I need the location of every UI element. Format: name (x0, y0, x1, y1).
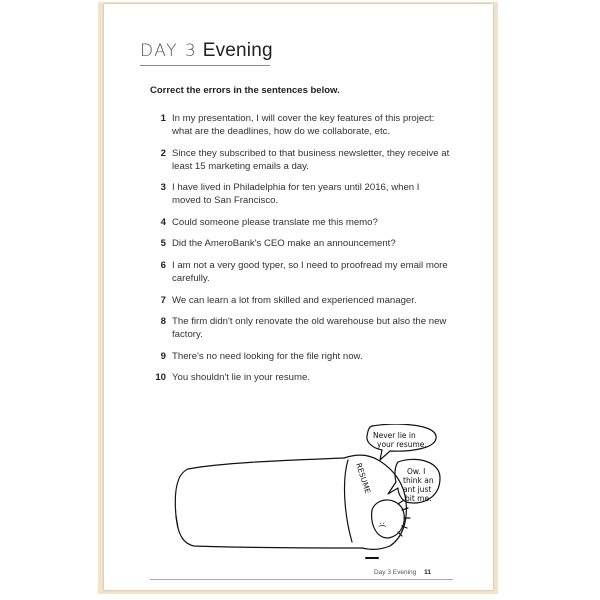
speech-bubble-line: Ow. I (407, 467, 426, 476)
sentence-text: There's no need looking for the file right now. (172, 350, 363, 362)
resume-label: RESUME (354, 461, 373, 495)
sentence-item (150, 216, 450, 229)
title-underline (140, 65, 270, 66)
sentence-number: 8 (160, 316, 166, 328)
sentence-item (150, 147, 450, 173)
page-footer (374, 569, 431, 576)
footer-rule (150, 579, 453, 580)
sentence-item (150, 371, 450, 384)
sentence-number: 6 (160, 259, 166, 271)
period-label: Evening (202, 40, 273, 61)
sentence-text: I have lived in Philadelphia for ten years until 2016, when I moved to San Francisco. (172, 182, 420, 207)
sentence-text: The firm didn't only renovate the old warehouse but also the new factory. (172, 316, 447, 341)
sentence-item (150, 112, 450, 138)
sentence-item (150, 315, 450, 341)
sentence-text: I am not a very good typer, so I need to proofread my email more carefully. (172, 259, 448, 284)
sentence-text: Did the AmeroBank's CEO make an announcement? (172, 238, 396, 250)
sentence-number: 9 (160, 350, 166, 362)
sentence-text: Since they subscribed to that business newsletter, they receive at least 15 marketing emails a day. (172, 147, 450, 172)
day-label: DAY 3 (140, 41, 198, 61)
resume-sleeping-bag-illustration (166, 424, 452, 572)
sentence-text: We can learn a lot from skilled and experienced manager. (172, 294, 417, 306)
speech-bubble-line: bit me. (405, 494, 432, 503)
sentence-number: 4 (160, 216, 166, 228)
footer-label: Day 3 Evening (374, 569, 417, 576)
sentence-item (150, 181, 450, 207)
sentence-list (150, 112, 450, 393)
page-number: 11 (424, 569, 431, 576)
sentence-item (150, 350, 450, 363)
speech-bubble-line: your resume. (377, 440, 427, 449)
sentence-item (150, 237, 450, 250)
sentence-number: 7 (160, 294, 166, 306)
speech-bubble-line: think an (403, 476, 434, 485)
instruction-text: Correct the errors in the sentences below. (150, 85, 340, 96)
sentence-number: 10 (155, 372, 166, 384)
face-expression: :( (378, 522, 387, 528)
sentence-item (150, 294, 450, 307)
book-page (104, 4, 493, 590)
sentence-text: In my presentation, I will cover the key features of this project: what are the deadlines, how do we collaborate, etc. (172, 113, 435, 137)
sentence-number: 2 (160, 147, 166, 159)
sentence-number: 1 (160, 113, 166, 124)
sentence-item (150, 259, 450, 285)
sentence-text: Could someone please translate me this memo? (172, 216, 378, 228)
sentence-text: You shouldn't lie in your resume. (172, 372, 311, 384)
sentence-number: 5 (160, 238, 166, 250)
speech-bubble-line: ant just (403, 485, 432, 494)
speech-bubble-line: Never lie in (373, 431, 416, 440)
sentence-number: 3 (160, 182, 166, 194)
page-title (140, 40, 273, 62)
